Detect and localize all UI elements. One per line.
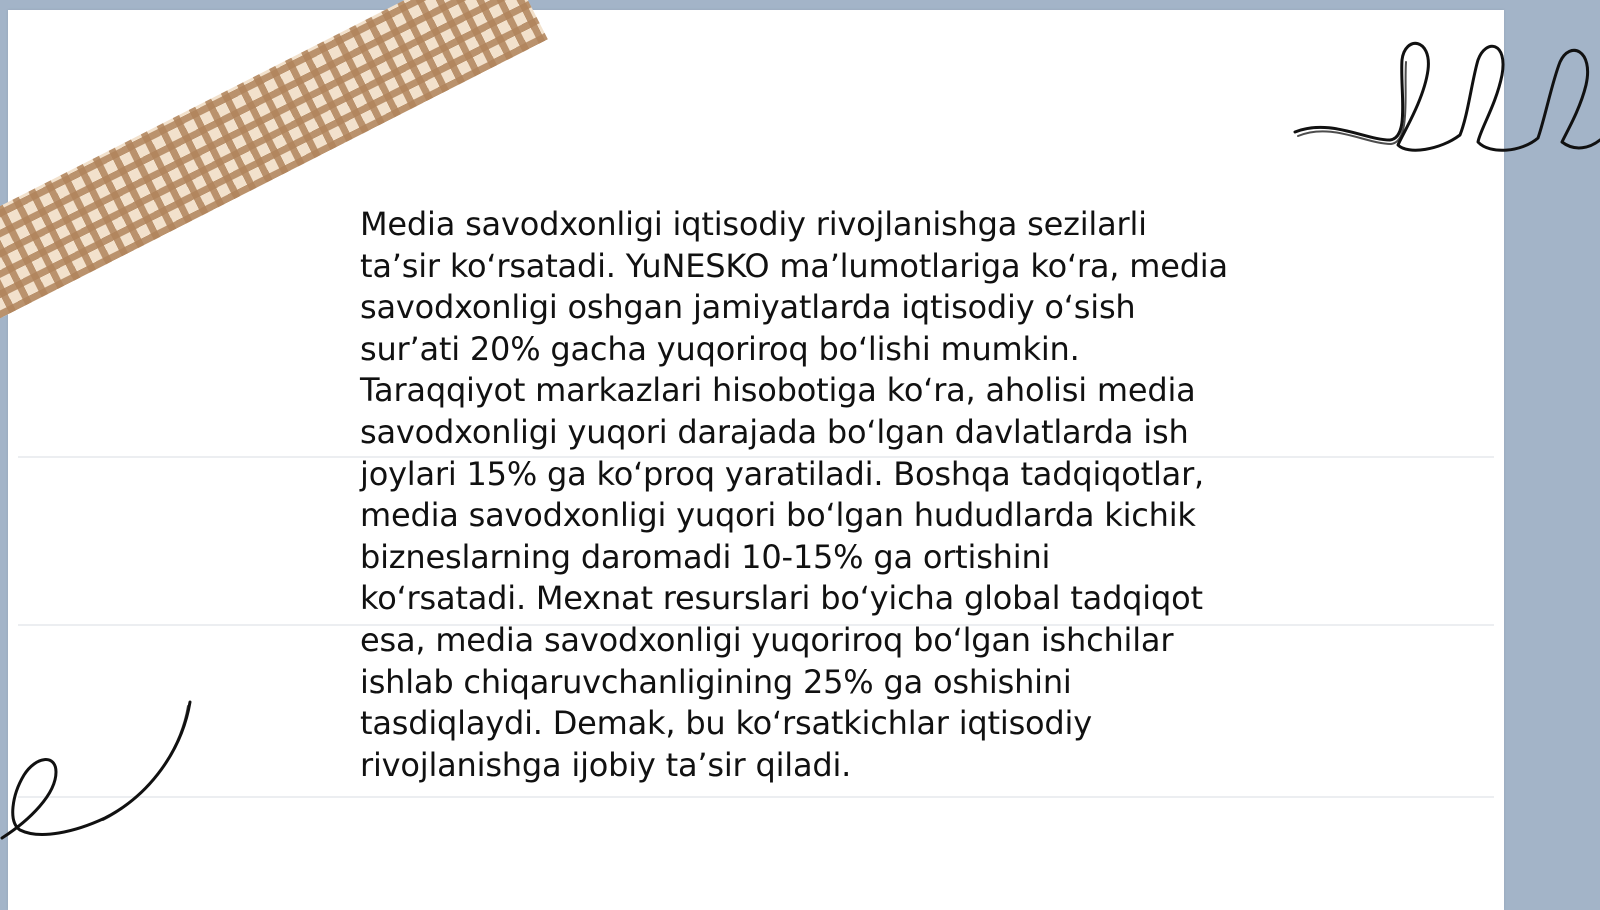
loop-scribble-bottom-left-icon <box>0 690 200 850</box>
ruled-line <box>18 796 1494 798</box>
body-paragraph: Media savodxonligi iqtisodiy rivojlanishga sezilarli ta’sir ko‘rsatadi. YuNESKO ma’lumotlariga ko‘ra, media savodxonligi oshgan jamiyatlarda iqtisodiy o‘sish sur’ati 20% gacha yuqoriroq bo‘lishi mumkin. Taraqqiyot markazlari hisobotiga ko‘ra, aholisi media savodxonligi yuqori darajada bo‘lgan davlatlarda ish joylari 15% ga ko‘proq yaratiladi. Boshqa tadqiqotlar, media savodxonligi yuqori bo‘lgan hududlarda kichik bizneslarning daromadi 10-15% ga ortishini ko‘rsatadi. Mexnat resurslari bo‘yicha global tadqiqot esa, media savodxonligi yuqoriroq bo‘lgan ishchilar ishlab chiqaruvchanligining 25% ga oshishini tasdiqlaydi. Demak, bu ko‘rsatkichlar iqtisodiy rivojlanishga ijobiy ta’sir qiladi. <box>360 205 1228 784</box>
loop-scribble-top-right-icon <box>1290 30 1600 170</box>
